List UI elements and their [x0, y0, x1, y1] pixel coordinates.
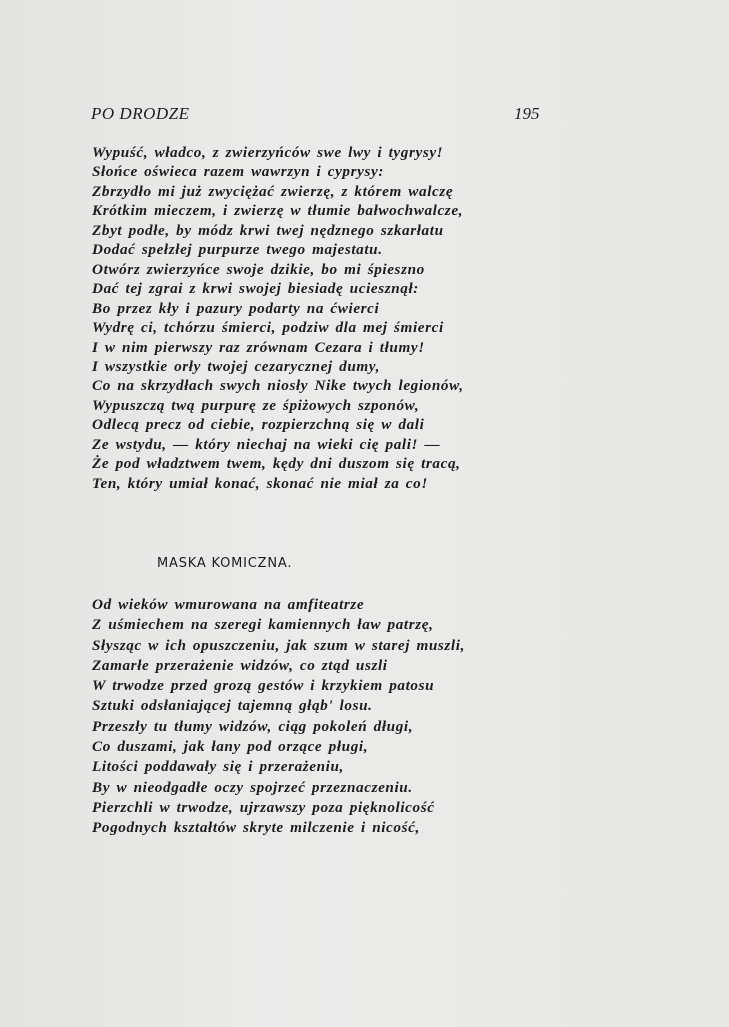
verse-line: Dać tej zgrai z krwi swojej biesiadę uciesznął: — [92, 280, 419, 298]
verse-line: Od wieków wmurowana na amfiteatrze — [92, 596, 365, 613]
verse-line: Wydrę ci, tchórzu śmierci, podziw dla mej śmierci — [92, 319, 444, 337]
verse-line: By w nieodgadłe oczy spojrzeć przeznaczeniu. — [92, 778, 413, 796]
verse-line: Zbrzydło mi już zwyciężać zwierzę, z którem walczę — [92, 182, 454, 200]
verse-line: Że pod władztwem twem, kędy dni duszom się tracą, — [92, 455, 461, 473]
verse-line: Ten, który umiał konać, skonać nie miał za co! — [92, 474, 428, 492]
verse-line: Co na skrzydłach swych niosły Nike twych legionów, — [92, 377, 464, 395]
poem-po-drodze — [92, 143, 464, 493]
verse-line: Litości poddawały się i przerażeniu, — [92, 758, 344, 776]
verse-line: Otwórz zwierzyńce swoje dzikie, bo mi śpieszno — [92, 260, 425, 278]
verse-line: I w nim pierwszy raz zrównam Cezara i tłumy! — [92, 338, 425, 356]
verse-line: Bo przez kły i pazury podarty na ćwierci — [92, 299, 380, 317]
verse-line: Pierzchli w trwodze, ujrzawszy poza pięknolicość — [92, 798, 435, 816]
poem-maska-komiczna — [92, 595, 465, 839]
verse-line: Słońce oświeca razem wawrzyn i cyprysy: — [92, 163, 384, 181]
verse-line: Zamarłe przerażenie widzów, co ztąd uszli — [92, 656, 388, 674]
verse-line: Wypuszczą twą purpurę ze śpiżowych szponów, — [92, 396, 420, 414]
verse-line: Sztuki odsłaniającej tajemną głąb' losu. — [92, 697, 373, 715]
verse-line: I wszystkie orły twojej cezarycznej dumy, — [92, 357, 380, 375]
poem-title: MASKA KOMICZNA. — [157, 556, 293, 571]
verse-line: Z uśmiechem na szeregi kamiennych ław patrzę, — [92, 616, 434, 634]
page-number: 195 — [514, 104, 540, 123]
verse-line: Przeszły tu tłumy widzów, ciąg pokoleń długi, — [92, 717, 414, 735]
verse-line: Pogodnych kształtów skryte milczenie i nicość, — [92, 819, 420, 837]
verse-line: Zbyt podłe, by módz krwi twej nędznego szkarłatu — [92, 221, 444, 239]
verse-line: Wypuść, władco, z zwierzyńców swe lwy i tygrysy! — [92, 144, 444, 161]
verse-line: Odlecą precz od ciebie, rozpierzchną się w dali — [92, 416, 425, 434]
verse-line: W trwodze przed grozą gestów i krzykiem patosu — [92, 677, 435, 695]
running-title: PO DRODZE — [91, 104, 190, 123]
verse-line: Co duszami, jak łany pod orzące pługi, — [92, 738, 369, 756]
verse-line: Dodać spełzłej purpurze twego majestatu. — [92, 241, 383, 259]
verse-line: Ze wstydu, — który niechaj na wieki cię pali! — — [92, 435, 441, 453]
verse-line: Krótkim mieczem, i zwierzę w tłumie bałwochwalcze, — [92, 202, 464, 220]
verse-line: Słysząc w ich opuszczeniu, jak szum w starej muszli, — [92, 636, 465, 654]
